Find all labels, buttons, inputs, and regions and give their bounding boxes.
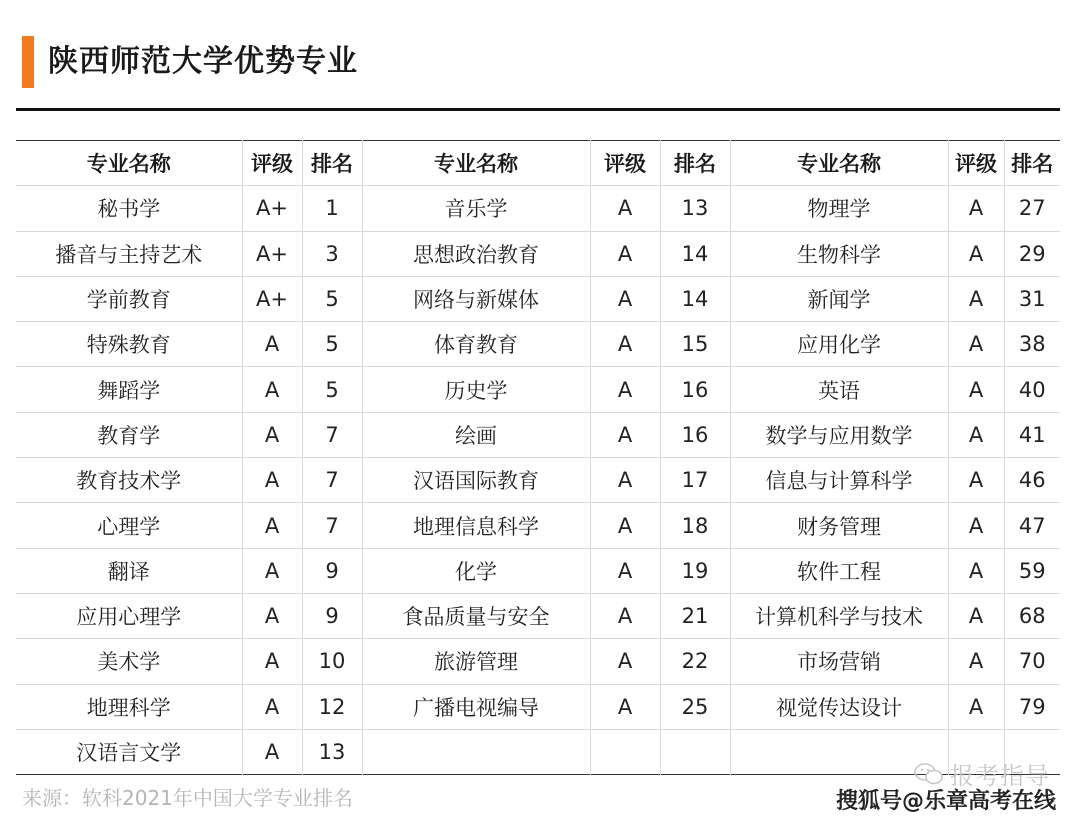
major-name-cell: 广播电视编导: [362, 684, 590, 729]
rank-cell: [660, 729, 730, 774]
rank-cell: 7: [302, 458, 362, 503]
major-name-cell: 旅游管理: [362, 639, 590, 684]
major-name-cell: 应用化学: [730, 322, 948, 367]
grade-cell: A: [948, 548, 1004, 593]
table-row: [16, 639, 1060, 684]
watermark-text: 报考指导: [950, 762, 1050, 790]
major-name-cell: 教育技术学: [16, 458, 242, 503]
rank-cell: 21: [660, 593, 730, 638]
grade-cell: A+: [242, 276, 302, 321]
table-row: [16, 503, 1060, 548]
rank-cell: 16: [660, 367, 730, 412]
table-row: [16, 593, 1060, 638]
column-header: 评级: [590, 141, 660, 186]
grade-cell: A: [242, 639, 302, 684]
major-name-cell: 化学: [362, 548, 590, 593]
column-header: 排名: [660, 141, 730, 186]
major-name-cell: 生物科学: [730, 231, 948, 276]
table-row: [16, 548, 1060, 593]
grade-cell: A: [948, 639, 1004, 684]
rank-cell: 9: [302, 593, 362, 638]
rank-cell: 14: [660, 231, 730, 276]
major-name-cell: 新闻学: [730, 276, 948, 321]
grade-cell: A: [590, 367, 660, 412]
major-name-cell: 美术学: [16, 639, 242, 684]
major-name-cell: 体育教育: [362, 322, 590, 367]
rank-cell: 1: [302, 186, 362, 231]
major-name-cell: 物理学: [730, 186, 948, 231]
grade-cell: A: [948, 503, 1004, 548]
rank-cell: 29: [1004, 231, 1060, 276]
rank-cell: 18: [660, 503, 730, 548]
table-row: [16, 186, 1060, 231]
rank-cell: 5: [302, 367, 362, 412]
grade-cell: A: [948, 276, 1004, 321]
major-name-cell: 应用心理学: [16, 593, 242, 638]
rank-cell: 19: [660, 548, 730, 593]
majors-table: [16, 140, 1060, 775]
grade-cell: A: [948, 684, 1004, 729]
rank-cell: 70: [1004, 639, 1060, 684]
grade-cell: A: [590, 322, 660, 367]
rank-cell: 7: [302, 503, 362, 548]
major-name-cell: 财务管理: [730, 503, 948, 548]
column-header: 排名: [302, 141, 362, 186]
major-name-cell: 汉语言文学: [76, 741, 182, 765]
major-name-cell: 市场营销: [730, 639, 948, 684]
major-name-cell: 播音与主持艺术: [16, 231, 242, 276]
grade-cell: A: [948, 322, 1004, 367]
grade-cell: A: [242, 367, 302, 412]
sohu-watermark: 搜狐号@乐章高考在线: [835, 789, 1056, 814]
major-name-cell: 地理信息科学: [362, 503, 590, 548]
major-name-cell: 教育学: [16, 412, 242, 457]
wechat-icon: [914, 762, 944, 786]
table-row: [16, 684, 1060, 729]
major-name-cell: 翻译: [16, 548, 242, 593]
page-title: 陕西师范大学优势专业: [48, 44, 358, 79]
rank-cell: 7: [302, 412, 362, 457]
rank-cell: 38: [1004, 322, 1060, 367]
grade-cell: A: [590, 593, 660, 638]
rank-cell: 47: [1004, 503, 1060, 548]
rank-cell: 40: [1004, 367, 1060, 412]
grade-cell: A: [590, 231, 660, 276]
major-name-cell: 音乐学: [362, 186, 590, 231]
grade-cell: A: [590, 276, 660, 321]
grade-cell: A: [242, 458, 302, 503]
major-name-cell: 历史学: [362, 367, 590, 412]
major-name-cell: 食品质量与安全: [362, 593, 590, 638]
rank-cell: 9: [302, 548, 362, 593]
grade-cell: A+: [242, 231, 302, 276]
rank-cell: 14: [660, 276, 730, 321]
major-name-cell: 绘画: [362, 412, 590, 457]
grade-cell: A: [242, 412, 302, 457]
rank-cell: 41: [1004, 412, 1060, 457]
title-divider: [16, 108, 1060, 111]
grade-cell: A: [242, 729, 302, 774]
grade-cell: A: [590, 458, 660, 503]
major-name-cell: 数学与应用数学: [730, 412, 948, 457]
table-row: [16, 231, 1060, 276]
table-row: [16, 367, 1060, 412]
major-name-cell: 网络与新媒体: [362, 276, 590, 321]
rank-cell: 46: [1004, 458, 1060, 503]
grade-cell: A: [948, 186, 1004, 231]
grade-cell: A: [948, 458, 1004, 503]
major-name-cell: 学前教育: [16, 276, 242, 321]
source-note: 来源：软科2021年中国大学专业排名: [22, 786, 353, 810]
major-name-cell: [362, 729, 590, 774]
grade-cell: A: [590, 684, 660, 729]
grade-cell: A: [948, 367, 1004, 412]
table-row: [16, 322, 1060, 367]
table-row: [16, 729, 1060, 774]
major-name-cell: 思想政治教育: [362, 231, 590, 276]
rank-cell: 16: [660, 412, 730, 457]
grade-cell: A: [948, 231, 1004, 276]
rank-cell: 10: [302, 639, 362, 684]
rank-cell: 22: [660, 639, 730, 684]
major-name-cell: 视觉传达设计: [730, 684, 948, 729]
grade-cell: A: [590, 412, 660, 457]
major-name-cell: 心理学: [16, 503, 242, 548]
major-name-cell: 计算机科学与技术: [730, 593, 948, 638]
grade-cell: A: [590, 186, 660, 231]
major-name-cell: 信息与计算科学: [730, 458, 948, 503]
grade-cell: [590, 729, 660, 774]
grade-cell: A: [590, 639, 660, 684]
major-name-cell: 地理科学: [16, 684, 242, 729]
column-header: 评级: [948, 141, 1004, 186]
grade-cell: A+: [242, 186, 302, 231]
rank-cell: 15: [660, 322, 730, 367]
rank-cell: 5: [302, 276, 362, 321]
rank-cell: 13: [660, 186, 730, 231]
grade-cell: A: [242, 322, 302, 367]
table-row: [16, 276, 1060, 321]
rank-cell: 68: [1004, 593, 1060, 638]
major-name-cell: 软件工程: [730, 548, 948, 593]
grade-cell: A: [242, 593, 302, 638]
table-row: [16, 458, 1060, 503]
rank-cell: 17: [660, 458, 730, 503]
grade-cell: A: [948, 412, 1004, 457]
rank-cell: 27: [1004, 186, 1060, 231]
grade-cell: A: [590, 548, 660, 593]
rank-cell: 25: [660, 684, 730, 729]
title-accent-bar: [22, 36, 34, 88]
column-header: 专业名称: [362, 141, 590, 186]
major-name-cell: 秘书学: [16, 186, 242, 231]
grade-cell: A: [590, 503, 660, 548]
table-row: [16, 412, 1060, 457]
grade-cell: A: [242, 503, 302, 548]
table-header-row: [16, 141, 1060, 186]
major-name-cell: 英语: [730, 367, 948, 412]
column-header: 专业名称: [16, 141, 242, 186]
column-header: 评级: [242, 141, 302, 186]
column-header: 专业名称: [730, 141, 948, 186]
rank-cell: 3: [302, 231, 362, 276]
rank-cell: 79: [1004, 684, 1060, 729]
rank-cell: 12: [302, 684, 362, 729]
rank-cell: 31: [1004, 276, 1060, 321]
major-name-cell: 汉语国际教育: [362, 458, 590, 503]
rank-cell: 59: [1004, 548, 1060, 593]
grade-cell: A: [242, 548, 302, 593]
major-name-cell: 舞蹈学: [16, 367, 242, 412]
rank-cell: 13: [302, 729, 362, 774]
rank-cell: 5: [302, 322, 362, 367]
grade-cell: A: [242, 684, 302, 729]
column-header: 排名: [1004, 141, 1060, 186]
grade-cell: A: [948, 593, 1004, 638]
major-name-cell: 特殊教育: [16, 322, 242, 367]
